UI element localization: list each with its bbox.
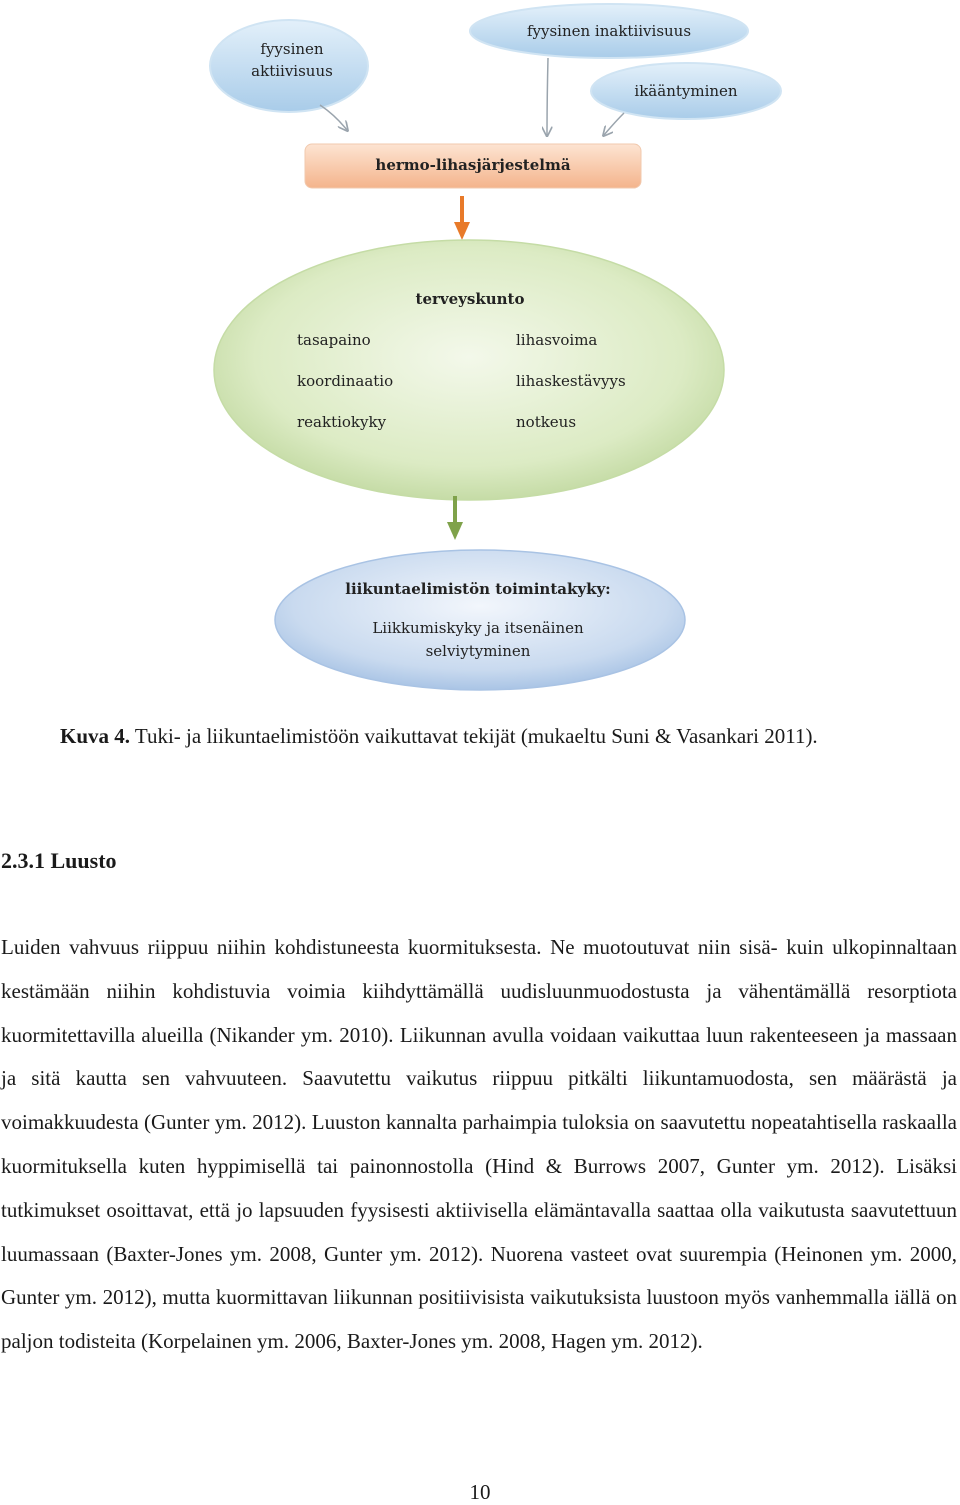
bubble-physical-inactivity-label: fyysinen inaktiivisuus [526, 22, 692, 40]
bubble-aging [591, 63, 781, 119]
arrow-activity-to-box [320, 105, 347, 130]
functional-capacity-line1: Liikkumiskyky ja itsenäinen [372, 619, 584, 637]
fitness-item-endurance: lihaskestävyys [516, 372, 626, 390]
arrow-aging-to-box [604, 113, 624, 135]
fitness-item-reaction: reaktiokyky [297, 413, 387, 431]
functional-capacity-line2: selviytyminen [425, 642, 531, 660]
factors-diagram [0, 0, 960, 700]
body-paragraph: Luiden vahvuus riippuu niihin kohdistuneesta kuormituksesta. Ne muotoutuvat niin sisä- kuin ulkopinnaltaan kestämään niihin kohdistuvia voimia kiihdyttämällä uudisluunmuodostusta ja vähentämällä resorptiota kuormitettavilla alueilla (Nikander ym. 2010). Liikunnan avulla voidaan vaikuttaa luun rakenteeseen ja massaan ja sitä kautta sen vahvuuteen. Saavutettu vaikutus riippuu pitkälti liikuntamuodosta, sen määrästä ja voimakkuudesta (Gunter ym. 2012). Luuston kannalta parhaimpia tuloksia on saavutettu nopeatahtisella raskaalla kuormituksella kuten hyppimisellä tai painonnostolla (Hind & Burrows 2007, Gunter ym. 2012). Lisäksi tutkimukset osoittavat, että jo lapsuuden fyysisesti aktiivisella elämäntavalla saattaa olla vaikutusta saavutettuun luumassaan (Baxter-Jones ym. 2008, Gunter ym. 2012). Nuorena vasteet ovat suurempia (Heinonen ym. 2000, Gunter ym. 2012), mutta kuormittavan liikunnan positiivisista vaikutuksista luustoon myös vanhemmalla iällä on paljon todisteita (Korpelainen ym. 2006, Baxter-Jones ym. 2008, Hagen ym. 2012). [1, 935, 957, 1354]
figure-caption-label: Kuva 4. [60, 724, 131, 748]
fitness-item-coordination: koordinaatio [297, 372, 394, 390]
bubble-physical-activity [210, 20, 368, 112]
health-fitness-ellipse [214, 240, 724, 500]
bubble-aging-label: ikääntyminen [634, 82, 738, 100]
bubble-physical-activity-line2: aktiivisuus [251, 62, 333, 80]
figure-caption-text: Tuki- ja liikuntaelimistöön vaikuttavat tekijät (mukaeltu Suni & Vasankari 2011). [130, 724, 818, 748]
figure-caption [60, 724, 818, 749]
orange-down-arrow [454, 196, 470, 240]
neuromuscular-system-box [305, 144, 641, 188]
health-fitness-title: terveyskunto [415, 290, 525, 308]
functional-capacity-title: liikuntaelimistön toimintakyky: [345, 580, 611, 598]
fitness-item-balance: tasapaino [297, 331, 371, 349]
bubble-physical-inactivity [470, 4, 748, 58]
arrow-inactivity-to-box [547, 58, 548, 135]
page-number: 10 [469, 1480, 491, 1504]
bubble-physical-activity-line1: fyysinen [260, 40, 324, 58]
functional-capacity-ellipse [275, 550, 685, 690]
fitness-item-flexibility: notkeus [516, 413, 577, 431]
neuromuscular-system-label: hermo-lihasjärjestelmä [375, 156, 571, 174]
green-down-arrow [447, 496, 463, 540]
section-heading: 2.3.1 Luusto [1, 848, 117, 873]
fitness-item-strength: lihasvoima [516, 331, 598, 349]
